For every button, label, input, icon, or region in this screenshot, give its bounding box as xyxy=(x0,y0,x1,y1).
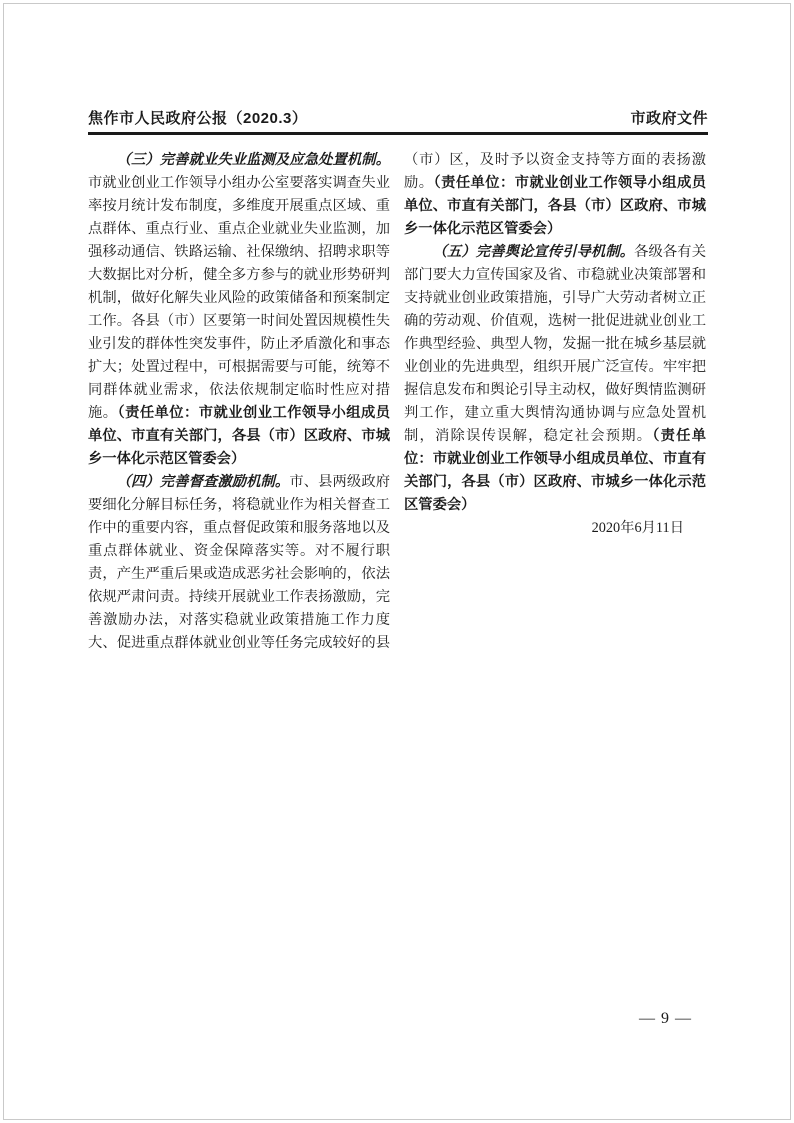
paragraph-4-body: 市、县两级政府要细化分解目标任务，将稳就业作为相关督查工作中的重要内容，重点督促政策和服务落地以及重点群体就业、资金保障落实等。对不履行职责，产生严重后果或造成恶劣社会影响的，依法依规严肃问责。持续开展就业工作表扬激励，完善激励办法，对落实稳就业政策措施工作力度大、促进重点群体就业创业等任务完成较好的县（市）区，及时予以资金支持等方面的表扬激励。 xyxy=(88,152,706,651)
paragraph-4-responsibility: （责任单位：市就业创业工作领导小组成员单位、市直有关部门，各县（市）区政府、市城乡一体化示范区管委会） xyxy=(404,175,706,237)
document-date: 2020年6月11日 xyxy=(591,520,684,536)
article-columns xyxy=(88,149,706,656)
paragraph-4-heading: （四）完善督查激励机制。 xyxy=(116,474,290,490)
paragraph-3-responsibility: （责任单位：市就业创业工作领导小组成员单位、市直有关部门，各县（市）区政府、市城乡一体化示范区管委会） xyxy=(88,405,390,467)
paragraph-5-body: 各级各有关部门要大力宣传国家及省、市稳就业决策部署和支持就业创业政策措施，引导广大劳动者树立正确的劳动观、价值观，选树一批促进就业创业工作典型经验、典型人物，发掘一批在城乡基层就业创业的先进典型，组织开展广泛宣传。牢牢把握信息发布和舆论引导主动权，做好舆情监测研判工作，建立重大舆情沟通协调与应急处置机制，消除误传误解，稳定社会预期。 xyxy=(404,244,706,444)
running-header xyxy=(88,107,708,128)
gazette-title: 焦作市人民政府公报（2020.3） xyxy=(88,110,308,127)
paragraph-5-responsibility: （责任单位：市就业创业工作领导小组成员单位、市直有关部门，各县（市）区政府、市城乡一体化示范区管委会） xyxy=(404,428,706,513)
header-rule xyxy=(88,132,708,135)
section-label: 市政府文件 xyxy=(630,110,708,127)
paragraph-5-heading: （五）完善舆论宣传引导机制。 xyxy=(432,244,635,260)
page-number: — 9 — xyxy=(639,1010,692,1027)
paragraph-3-body: 市就业创业工作领导小组办公室要落实调查失业率按月统计发布制度，多维度开展重点区域、重点群体、重点行业、重点企业就业失业监测，加强移动通信、铁路运输、社保缴纳、招聘求职等大数据比对分析，健全多方参与的就业形势研判机制，做好化解失业风险的政策储备和预案制定工作。各县（市）区要第一时间处置因规模性失业引发的群体性突发事件，防止矛盾激化和事态扩大；处置过程中，可根据需要与可能，统筹不同群体就业需求，依法依规制定临时性应对措施。 xyxy=(88,175,390,421)
paragraph-item-5 xyxy=(404,241,706,517)
paragraph-3-heading: （三）完善就业失业监测及应急处置机制。 xyxy=(116,152,390,168)
paragraph-item-3 xyxy=(88,149,390,471)
